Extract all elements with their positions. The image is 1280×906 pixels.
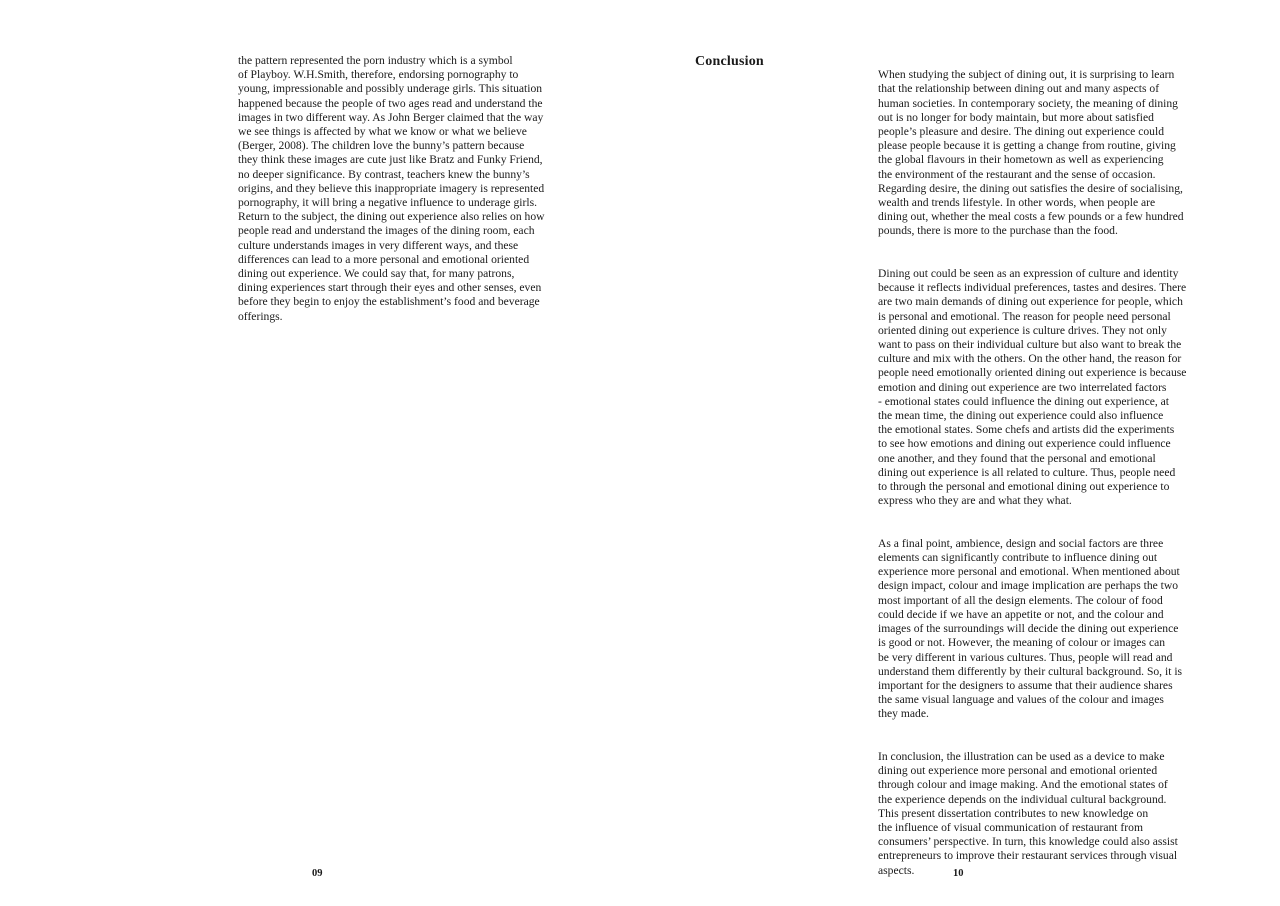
conclusion-body: [878, 54, 1240, 906]
conclusion-paragraph-1: When studying the subject of dining out, it is surprising to learn that the relationship between dining out and many aspects of human societies. In contemporary society, the meaning of dining out is no longer for body maintain, but more about satisfied people’s pleasure and desire. The dining out experience could please people because it is getting a change from routine, giving the global flavours in their hometown as well as experiencing the environment of the restaurant and the sense of occasion. Regarding desire, the dining out satisfies the desire of socialising, wealth and trends lifestyle. In other words, when people are dining out, whether the meal costs a few pounds or a few hundred pounds, there is more to the purchase than the food.: [878, 68, 1184, 238]
conclusion-paragraph-4: In conclusion, the illustration can be used as a device to make dining out experience more personal and emotional oriented through colour and image making. And the emotional states of the experience depends on the individual cultural background. This present dissertation contributes to new knowledge on the influence of visual communication of restaurant from consumers’ perspective. In turn, this knowledge could also assist entrepreneurs to improve their restaurant services through visual aspects.: [878, 749, 1178, 877]
left-page-body-text: the pattern represented the porn industry which is a symbol of Playboy. W.H.Smith, therefore, endorsing pornography to young, impressionable and possibly underage girls. This situation happened because the people of two ages read and understand the images in two different way. As John Berger claimed that the way we see things is affected by what we know or what we believe (Berger, 2008). The children love the bunny’s pattern because they think these images are cute just like Bratz and Funky Friend, no deeper significance. By contrast, teachers knew the bunny’s origins, and they believe this inappropriate imagery is represented pornography, it will bring a negative influence to underage girls. Return to the subject, the dining out experience also relies on how people read and understand the images of the dining room, each culture understands images in very different ways, and these differences can lead to a more personal and emotional oriented dining out experience. We could say that, for many patrons, dining experiences start through their eyes and other senses, even before they begin to enjoy the establishment’s food and beverage offerings.: [238, 54, 545, 323]
right-page-number: 10: [953, 868, 964, 879]
right-page: [640, 0, 1280, 905]
conclusion-heading: Conclusion: [695, 54, 764, 69]
left-page: [0, 0, 640, 905]
conclusion-paragraph-3: As a final point, ambience, design and social factors are three elements can significantly contribute to influence dining out experience more personal and emotional. When mentioned about design impact, colour and image implication are perhaps the two most important of all the design elements. The colour of food could decide if we have an appetite or not, and the colour and images of the surroundings will decide the dining out experience is good or not. However, the meaning of colour or images can be very different in various cultures. Thus, people will read and understand them differently by their cultural background. So, it is important for the designers to assume that their audience shares the same visual language and values of the colour and images they made.: [878, 536, 1183, 721]
left-page-number: 09: [312, 868, 323, 879]
conclusion-paragraph-2: Dining out could be seen as an expression of culture and identity because it reflects individual preferences, tastes and desires. There are two main demands of dining out experience for people, which is personal and emotional. The reason for people need personal oriented dining out experience is culture drives. They not only want to pass on their individual culture but also want to break the culture and mix with the others. On the other hand, the reason for people need emotionally oriented dining out experience is because emotion and dining out experience are two interrelated factors - emotional states could influence the dining out experience, at the mean time, the dining out experience could also influence the emotional states. Some chefs and artists did the experiments to see how emotions and dining out experience could influence one another, and they found that the personal and emotional dining out experience is all related to culture. Thus, people need to through the personal and emotional dining out experience to express who they are and what they what.: [878, 267, 1187, 508]
